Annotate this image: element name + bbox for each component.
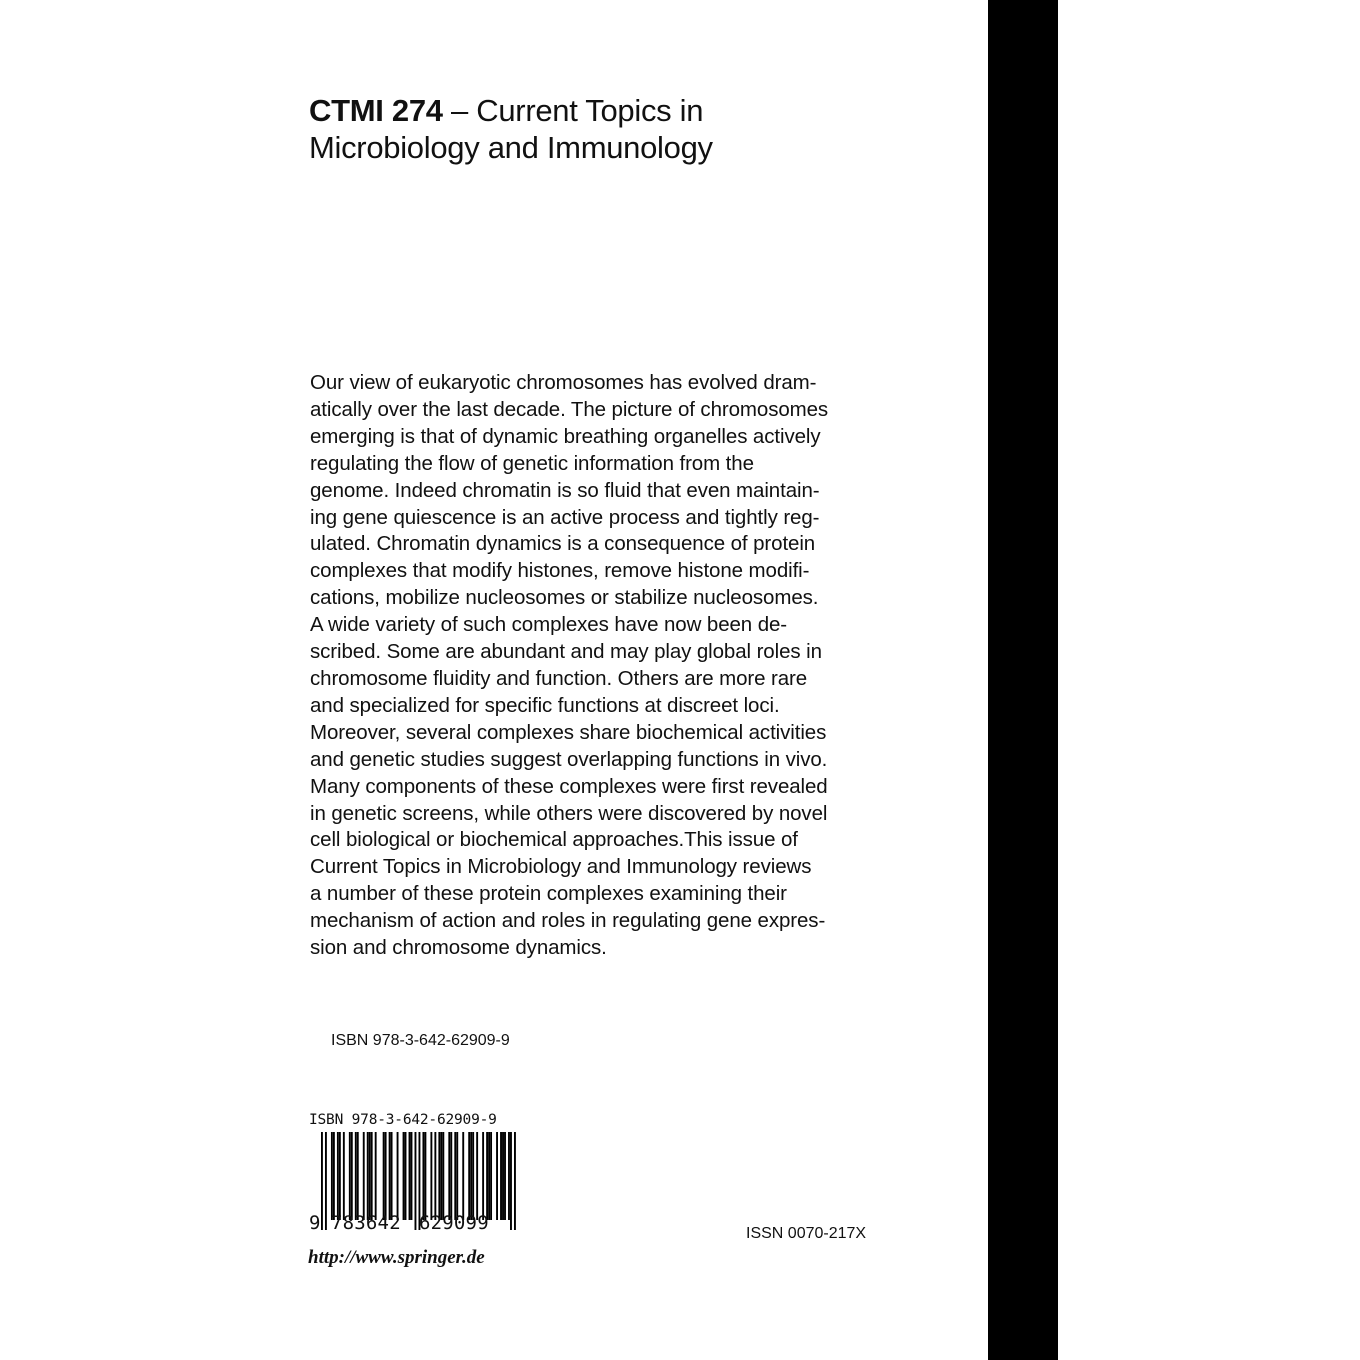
barcode-bar (331, 1132, 333, 1220)
barcode-bar (482, 1132, 484, 1220)
barcode-bar (349, 1132, 351, 1220)
isbn-barcode (309, 1111, 534, 1266)
barcode-bar (391, 1132, 393, 1220)
barcode-bar (355, 1132, 357, 1220)
barcode-bar (351, 1132, 353, 1220)
abstract-line: chromosome fluidity and function. Others are more rare (310, 666, 808, 690)
series-number: CTMI 274 (309, 93, 443, 128)
barcode-bar (440, 1132, 442, 1220)
barcode-right-digits: 629099 (419, 1212, 489, 1234)
barcode-bar (371, 1132, 373, 1220)
book-title (309, 92, 949, 166)
abstract-line: and specialized for specific functions at discreet loci. (310, 693, 780, 717)
barcode-bar (411, 1132, 413, 1220)
barcode-bar (383, 1132, 385, 1220)
barcode-bar (343, 1132, 345, 1220)
barcode-bar (454, 1132, 456, 1220)
barcode-bar (405, 1132, 407, 1220)
barcode-bar (500, 1132, 502, 1220)
barcode-bar (448, 1132, 450, 1220)
title-rest: – Current Topics in (442, 93, 704, 128)
title-line-1 (309, 92, 949, 129)
barcode-bar (422, 1132, 424, 1220)
barcode-bar (438, 1132, 440, 1220)
book-spine (988, 0, 1058, 1360)
barcode-bar (450, 1132, 452, 1220)
barcode-bar (470, 1132, 472, 1220)
barcode-bar (442, 1132, 444, 1220)
abstract-line: ing gene quiescence is an active process and tightly reg- (310, 505, 820, 529)
abstract-line: in genetic screens, while others were discovered by novel (310, 801, 828, 825)
barcode-left-digits: 783642 (331, 1212, 401, 1234)
barcode-bar (409, 1132, 411, 1220)
barcode-first-digit: 9 (309, 1212, 321, 1234)
barcode-bar (321, 1132, 323, 1230)
abstract-line: scribed. Some are abundant and may play global roles in (310, 640, 822, 664)
barcode-bar (363, 1132, 365, 1220)
publisher-url: http://www.springer.de (308, 1247, 485, 1268)
barcode-bar (333, 1132, 335, 1220)
barcode-bar (415, 1132, 417, 1230)
barcode-bar (468, 1132, 470, 1220)
abstract-line: ulated. Chromatin dynamics is a consequence of protein (310, 532, 816, 556)
barcode-bar (389, 1132, 391, 1220)
abstract-line: A wide variety of such complexes have now been de- (310, 613, 788, 637)
abstract-text (310, 370, 900, 962)
barcode-bar (510, 1132, 512, 1230)
abstract-line: regulating the flow of genetic information from the (310, 451, 754, 475)
barcode-bar (403, 1132, 405, 1220)
isbn-text: ISBN 978-3-642-62909-9 (331, 1032, 510, 1049)
abstract-line: cations, mobilize nucleosomes or stabilize nucleosomes. (310, 586, 819, 610)
abstract-line: and genetic studies suggest overlapping functions in vivo. (310, 747, 828, 771)
barcode-bar (385, 1132, 387, 1220)
abstract-line: atically over the last decade. The picture of chromosomes (310, 397, 829, 421)
abstract-line: a number of these protein complexes examining their (310, 882, 787, 906)
barcode-bar (339, 1132, 341, 1220)
barcode-bar (476, 1132, 478, 1220)
barcode-bar (397, 1132, 399, 1220)
barcode-bar (462, 1132, 464, 1220)
barcode-bar (375, 1132, 377, 1220)
abstract-line: mechanism of action and roles in regulating gene expres- (310, 909, 826, 933)
barcode-bar (434, 1132, 436, 1220)
abstract-line: emerging is that of dynamic breathing organelles actively (310, 424, 821, 448)
barcode-bar (357, 1132, 359, 1220)
barcode-bar (486, 1132, 488, 1220)
abstract-line: sion and chromosome dynamics. (310, 936, 607, 960)
barcode-bar (337, 1132, 339, 1220)
barcode-bar (504, 1132, 506, 1220)
barcode-bar (369, 1132, 371, 1220)
barcode-bar (424, 1132, 426, 1220)
abstract-line: genome. Indeed chromatin is so fluid that even maintain- (310, 478, 820, 502)
issn-text: ISSN 0070-217X (746, 1225, 867, 1242)
barcode-bar (430, 1132, 432, 1220)
abstract-line: cell biological or biochemical approaches.This issue of (310, 828, 798, 852)
abstract-line: Our view of eukaryotic chromosomes has evolved dram- (310, 371, 817, 394)
barcode-bar (514, 1132, 516, 1230)
abstract-line: Many components of these complexes were first revealed (310, 774, 828, 798)
barcode-bar (496, 1132, 498, 1220)
abstract-line: Moreover, several complexes share biochemical activities (310, 720, 827, 744)
barcode-bar (488, 1132, 490, 1220)
barcode-isbn-label: ISBN 978-3-642-62909-9 (309, 1112, 497, 1128)
title-line-2: Microbiology and Immunology (309, 130, 713, 165)
barcode-bar (472, 1132, 474, 1220)
barcode-bar (456, 1132, 458, 1220)
barcode-bar (490, 1132, 492, 1220)
barcode-bar (367, 1132, 369, 1220)
barcode-bar (502, 1132, 504, 1220)
barcode-bar (325, 1132, 327, 1230)
abstract-line: complexes that modify histones, remove histone modifi- (310, 559, 810, 583)
barcode-bar (508, 1132, 510, 1220)
abstract-line: Current Topics in Microbiology and Immunology reviews (310, 855, 812, 879)
